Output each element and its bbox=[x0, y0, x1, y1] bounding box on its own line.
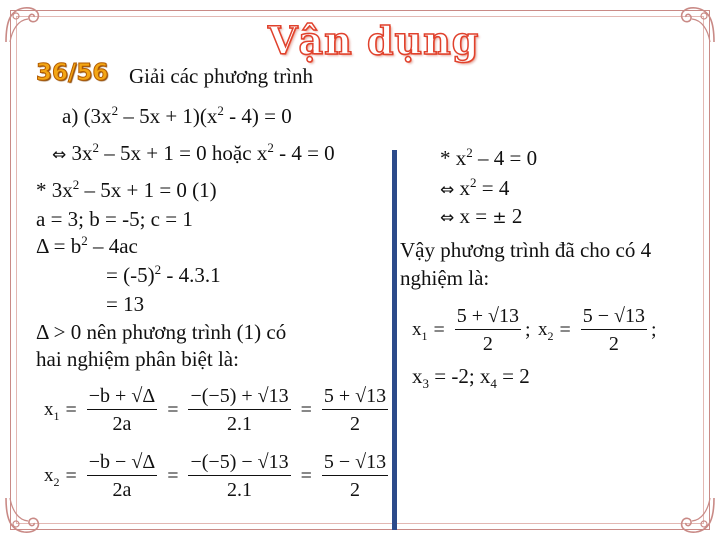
ornament-corner-icon bbox=[2, 494, 46, 538]
equivalence-symbol: ⇔ bbox=[52, 145, 67, 165]
fraction-numerator: 5 − √13 bbox=[581, 304, 647, 330]
final-roots-x3-x4: $x_3 = -2$; $x_4 = 2$ bbox=[412, 364, 530, 392]
equivalence-symbol: ⇔ bbox=[440, 180, 455, 200]
conclusion-line-1: Δ > 0 nên phương trình (1) có bbox=[36, 320, 287, 344]
fraction-numerator: −(−5) + √13 bbox=[188, 384, 290, 410]
fraction-numerator: 5 + √13 bbox=[322, 384, 388, 410]
final-root-x2: $x_2$ = $\frac{5 - √13}{2}$ ; bbox=[538, 305, 657, 355]
final-root-x1: $x_1$ = $\frac{5 + √13}{2}$ ; bbox=[412, 305, 531, 355]
root-x2-formula: $x_2$ = $\frac{-b - √\Delta}{2a}$ = $\frac{-(-5) - √13}{2.1}$ = $\frac{5 - √13}{2}$ bbox=[44, 451, 387, 501]
coefficients: a = 3; b = -5; c = 1 bbox=[36, 207, 193, 231]
discriminant-formula: $\Delta = b^2 - 4ac$ bbox=[36, 233, 138, 258]
ornament-corner-icon bbox=[674, 494, 718, 538]
lesson-number: 36/56 bbox=[36, 60, 109, 86]
equivalence-step: ⇔ $3x^2 - 5x + 1 = 0$ hoặc $x^2 - 4 = 0$ bbox=[52, 140, 335, 165]
root-x1-formula: $x_1$ = $\frac{-b + √\Delta}{2a}$ = $\frac{-(-5) + √13}{2.1}$ = $\frac{5 + √13}{2}$ bbox=[44, 385, 387, 435]
discriminant-value: = 13 bbox=[106, 292, 145, 316]
column-divider bbox=[392, 150, 397, 530]
ornament-corner-icon bbox=[2, 2, 46, 46]
equation-1: * $3x^2 - 5x + 1 = 0$ (1) bbox=[36, 177, 217, 202]
discriminant-calculation: = $(-5)^2 - 4.3.1$ bbox=[106, 262, 221, 287]
equation-2: * $x^2 - 4 = 0$ bbox=[440, 145, 538, 170]
final-conclusion-line-2: nghiệm là: bbox=[400, 266, 490, 290]
equation-2-step-1: ⇔ $x^2 = 4$ bbox=[440, 175, 510, 200]
conclusion-line-2: hai nghiệm phân biệt là: bbox=[36, 347, 239, 371]
fraction-numerator: 5 − √13 bbox=[322, 450, 388, 476]
final-conclusion-line-1: Vậy phương trình đã cho có 4 bbox=[400, 238, 652, 262]
fraction-numerator: −(−5) − √13 bbox=[188, 450, 290, 476]
fraction-numerator: 5 + √13 bbox=[455, 304, 521, 330]
problem-statement: a) $(3x^2 - 5x + 1)(x^2 - 4) = 0$ bbox=[62, 103, 292, 128]
fraction-numerator: −b + √Δ bbox=[87, 384, 157, 410]
ornament-corner-icon bbox=[674, 2, 718, 46]
fraction-numerator: −b − √Δ bbox=[87, 450, 157, 476]
equivalence-symbol: ⇔ bbox=[440, 208, 455, 228]
equation-2-step-2: ⇔ x = ± 2 bbox=[440, 204, 523, 228]
instruction: Giải các phương trình bbox=[129, 64, 314, 88]
page-title: Vận dụng bbox=[268, 18, 480, 63]
